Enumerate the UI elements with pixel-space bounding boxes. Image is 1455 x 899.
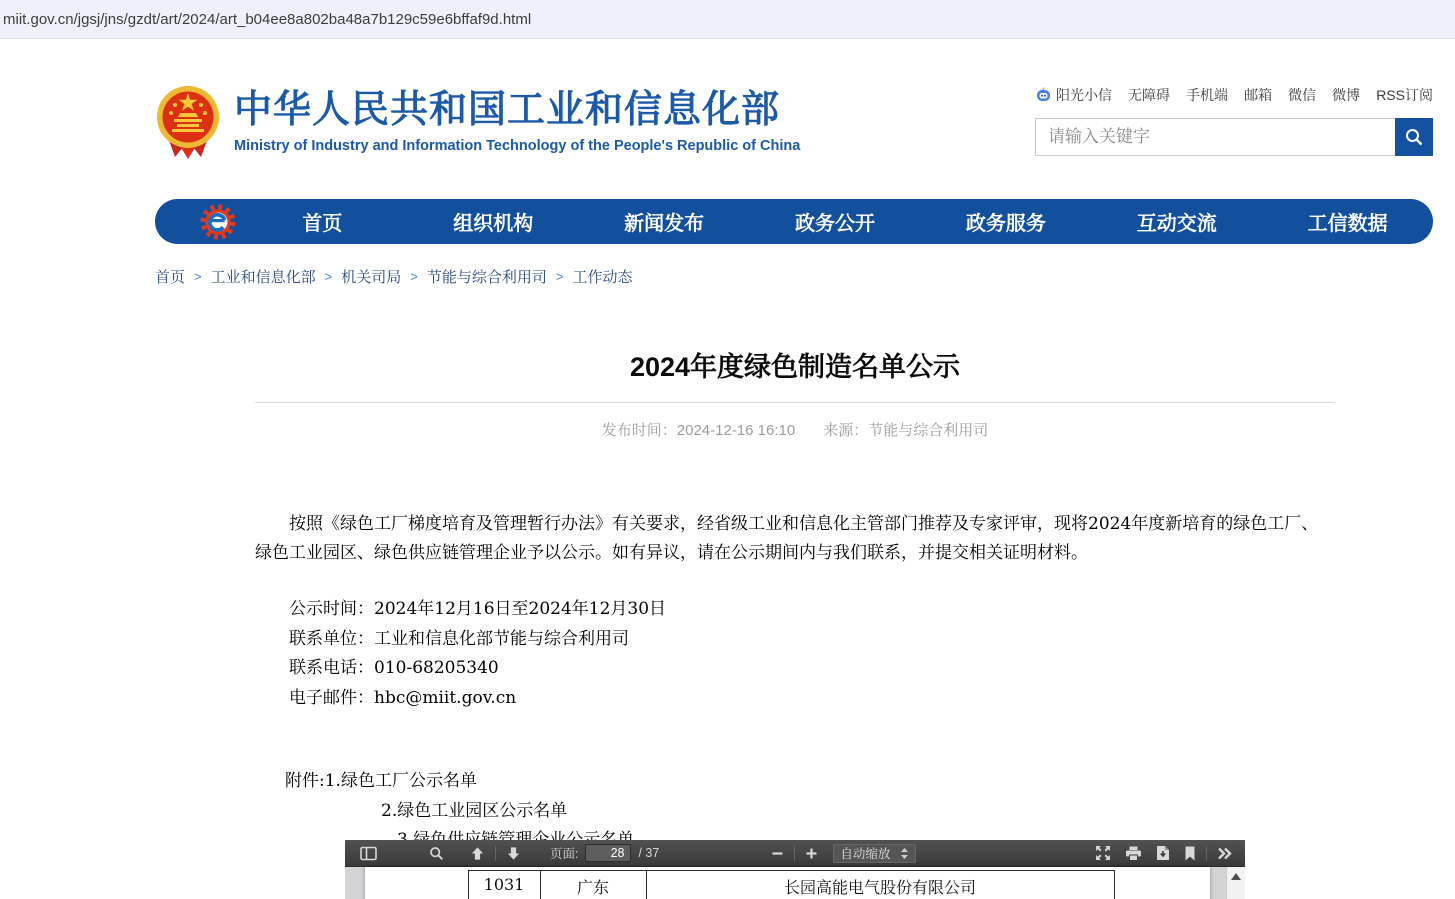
breadcrumb-home[interactable]: 首页 xyxy=(155,269,186,286)
article-title: 2024年度绿色制造名单公示 xyxy=(629,352,961,382)
quick-link-label: 阳光小信 xyxy=(1056,87,1112,103)
table-border xyxy=(468,870,1115,871)
breadcrumb-separator: > xyxy=(194,269,202,284)
more-tools-icon[interactable] xyxy=(1210,840,1239,867)
article-meta xyxy=(255,419,1335,440)
toolbar-divider xyxy=(495,846,496,861)
breadcrumb-separator: > xyxy=(410,269,418,284)
attachment-green-park[interactable]: 2.绿色工业园区公示名单 xyxy=(381,800,568,821)
zoom-out-icon[interactable] xyxy=(764,840,791,867)
main-nav xyxy=(155,199,1433,244)
sidebar-toggle-icon[interactable] xyxy=(353,840,384,867)
table-border xyxy=(1114,870,1115,899)
table-cell-company: 长园高能电气股份有限公司 xyxy=(783,878,976,897)
detail-contact-unit: 联系单位：工业和信息化部节能与综合利用司 xyxy=(289,628,629,649)
zoom-in-icon[interactable] xyxy=(798,840,825,867)
page-up-icon[interactable] xyxy=(463,840,492,867)
page-url: miit.gov.cn/jgsj/jns/gzdt/art/2024/art_b04ee8a802ba48a7b129c59e6bffaf9d.html xyxy=(3,10,532,28)
page-down-icon[interactable] xyxy=(499,840,528,867)
contact-details xyxy=(255,595,1335,713)
detail-contact-email: 电子邮件：hbc@miit.gov.cn xyxy=(289,687,517,708)
breadcrumb-separator: > xyxy=(555,269,564,284)
pdf-page-area[interactable] xyxy=(345,867,1245,899)
dropdown-arrows-icon xyxy=(900,847,909,860)
publish-time-label: 发布时间： xyxy=(601,422,677,439)
page-number-label: 页面: xyxy=(550,847,579,861)
article-body xyxy=(255,510,1335,856)
source-label: 来源： xyxy=(823,422,869,439)
detail-publicity-period: 公示时间：2024年12月16日至2024年12月30日 xyxy=(289,599,667,619)
pdf-toolbar xyxy=(345,840,1245,867)
nav-item-home[interactable]: 首页 xyxy=(302,213,343,235)
pdf-page xyxy=(365,867,1210,899)
table-cell-number: 1031 xyxy=(483,875,525,894)
attachment-green-factory[interactable]: 附件:1.绿色工厂公示名单 xyxy=(285,771,477,791)
site-logo[interactable] xyxy=(155,83,800,161)
breadcrumb-departments[interactable]: 机关司局 xyxy=(341,269,402,286)
breadcrumb-work-news[interactable]: 工作动态 xyxy=(572,269,633,286)
toolbar-divider xyxy=(1206,846,1207,861)
table-cell-province: 广东 xyxy=(576,878,609,897)
breadcrumb xyxy=(155,266,1455,287)
header-utility xyxy=(1035,83,1433,156)
browser-url-bar[interactable] xyxy=(0,0,1455,39)
breadcrumb-ministry[interactable]: 工业和信息化部 xyxy=(210,269,316,286)
presentation-mode-icon[interactable] xyxy=(1088,840,1118,867)
page-count: / 37 xyxy=(638,846,660,860)
quick-link-assistant[interactable] xyxy=(1035,85,1112,105)
pdf-scrollbar[interactable] xyxy=(1226,867,1245,899)
quick-link-mobile[interactable]: 手机端 xyxy=(1186,87,1229,103)
nav-item-gov-open[interactable]: 政务公开 xyxy=(795,213,875,235)
nav-item-data[interactable]: 工信数据 xyxy=(1307,213,1388,235)
article-paragraph: 按照《绿色工厂梯度培育及管理暂行办法》有关要求，经省级工业和信息化主管部门推荐及专家评审，现将2024年度新培育的绿色工厂、绿色工业园区、绿色供应链管理企业予以公示。如有异议，请在公示期间内与我们联系，并提交相关证明材料。 xyxy=(255,514,1319,563)
article xyxy=(255,345,1335,856)
search-button[interactable] xyxy=(1395,118,1433,156)
nav-item-interaction[interactable]: 互动交流 xyxy=(1136,213,1217,235)
search-icon xyxy=(1404,127,1424,147)
page-number-input[interactable] xyxy=(585,844,631,862)
quick-link-accessibility[interactable]: 无障碍 xyxy=(1128,87,1171,103)
title-divider xyxy=(255,402,1335,403)
zoom-mode-label: 自动缩放 xyxy=(840,847,891,861)
quick-link-rss[interactable]: RSS订阅 xyxy=(1376,87,1433,103)
breadcrumb-separator: > xyxy=(324,269,333,284)
toolbar-divider xyxy=(794,846,795,861)
site-title: 中华人民共和国工业和信息化部 xyxy=(234,89,781,132)
quick-link-wechat[interactable]: 微信 xyxy=(1288,87,1317,103)
detail-contact-phone: 联系电话：010-68205340 xyxy=(289,658,499,678)
publish-time-value: 2024-12-16 16:10 xyxy=(676,422,796,439)
gear-e-logo-icon xyxy=(199,203,237,241)
breadcrumb-energy-dept[interactable]: 节能与综合利用司 xyxy=(426,269,547,286)
nav-item-gov-services[interactable]: 政务服务 xyxy=(965,213,1046,235)
site-header xyxy=(155,39,1433,161)
national-emblem-icon xyxy=(155,83,221,161)
pdf-viewer xyxy=(345,840,1245,899)
site-subtitle: Ministry of Industry and Information Technology of the People's Republic of China xyxy=(234,137,801,154)
nav-item-organization[interactable]: 组织机构 xyxy=(453,213,534,235)
search-input[interactable] xyxy=(1035,118,1395,156)
zoom-mode-dropdown[interactable] xyxy=(833,844,916,863)
bookmark-icon[interactable] xyxy=(1177,840,1203,867)
scroll-up-icon[interactable] xyxy=(1231,873,1241,880)
robot-icon xyxy=(1035,87,1052,104)
quick-link-mail[interactable]: 邮箱 xyxy=(1244,87,1273,103)
source-value: 节能与综合利用司 xyxy=(868,422,989,439)
quick-link-weibo[interactable]: 微博 xyxy=(1332,87,1361,103)
find-icon[interactable] xyxy=(422,840,451,867)
nav-item-news[interactable]: 新闻发布 xyxy=(624,213,705,235)
download-icon[interactable] xyxy=(1149,840,1177,867)
print-icon[interactable] xyxy=(1118,840,1149,867)
search-bar xyxy=(1035,118,1433,156)
quick-links xyxy=(1035,85,1433,105)
